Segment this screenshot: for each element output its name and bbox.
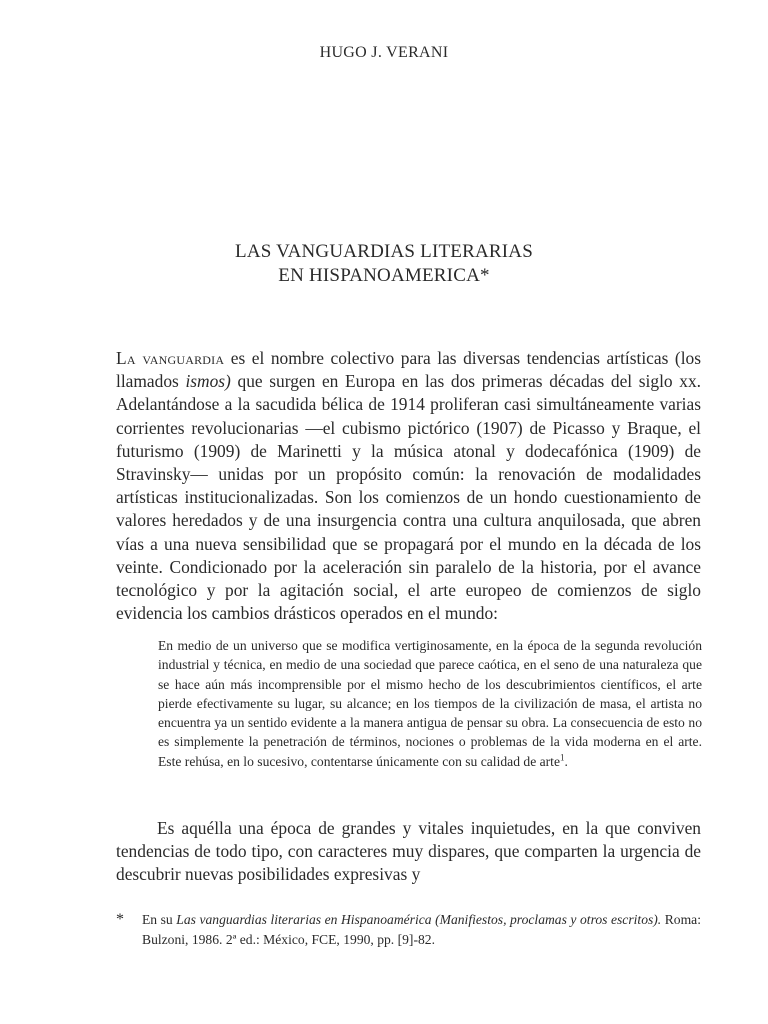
- block-quote: En medio de un universo que se modifica vertiginosamente, en la época de la segunda revolución industrial y técnica, en medio de una sociedad que parece caótica, en el seno de una naturaleza que se hace aún más incomprensible por el mismo hecho de los descubrimientos científicos, el arte pierde efectivamente su lugar, su alcance; en los tiempos de la civilización de masa, el artista no encuentra ya un sentido evidente a la manera antigua de pensar su obra. La consecuencia de esto no es simplemente la penetración de términos, nociones o problemas de la vida moderna en el arte. Este rehúsa, en lo sucesivo, contentarse únicamente con su calidad de arte$^1$.: [158, 638, 702, 769]
- running-head: HUGO J. VERANI: [319, 44, 449, 61]
- footnote-body: [142, 910, 701, 950]
- chapter-title-line-2: EN HISPANOAMERICA*: [278, 265, 490, 286]
- chapter-title-line-1: LAS VANGUARDIAS LITERARIAS: [235, 241, 533, 262]
- p1-text-a: es el nombre colectivo para las diversas tendencias artísticas (los llamados: [116, 348, 701, 392]
- footnote-italic-title: Las vanguardias literarias en Hispanoamérica (Manifiestos, proclamas y otros escritos).: [176, 912, 662, 927]
- footnote-prefix: En su: [142, 912, 177, 927]
- quote-text: En medio de un universo que se modifica vertiginosamente, en la época de la segunda revolución industrial y técnica, en medio de una sociedad que parece caótica, en el seno de una naturaleza que se hace aún más incomprensible por el mismo hecho de los descubrimientos científicos, el arte pierde efectivamente su lugar, su alcance; en los tiempos de la civilización de masa, el artista no encuentra ya un sentido evidente a la manera antigua de pensar su obra. La consecuencia de esto no es simplemente la penetración de términos, nociones o problemas de la vida moderna en el arte. Este rehúsa, en lo sucesivo, contentarse únicamente con su calidad de arte: [158, 638, 702, 769]
- body-paragraph-2: [116, 817, 701, 887]
- p1-italic-ismos: ismos): [185, 371, 231, 392]
- footnote: [116, 910, 701, 950]
- footnote-marker: *: [116, 911, 124, 928]
- quote-note-ref: 1: [560, 752, 565, 763]
- lead-smallcaps: La vanguardia: [116, 348, 225, 368]
- footnote-suffix: Roma: Bulzoni, 1986. 2ª ed.: México, FCE, 1990, pp. [9]-82.: [142, 912, 701, 947]
- chapter-title: [0, 240, 768, 288]
- p2-text: Es aquélla una época de grandes y vitales inquietudes, en la que conviven tendencias de todo tipo, con caracteres muy dispares, que comparten la urgencia de descubrir nuevas posibilidades expresivas y: [116, 818, 701, 885]
- body-paragraph-1: [116, 347, 701, 625]
- p1-text-b: que surgen en Europa en las dos primeras décadas del siglo xx. Adelantándose a la sacudida bélica de 1914 proliferan casi simultáneamente varias corrientes revolucionarias —el cubismo pictórico (1907) de Picasso y Braque, el futurismo (1909) de Marinetti y la música atonal y dodecafónica (1909) de Stravinsky— unidas por un propósito común: la renovación de modalidades artísticas institucionalizadas. Son los comienzos de un hondo cuestionamiento de valores heredados y de una insurgencia contra una cultura anquilosada, que abren vías a una nueva sensibilidad que se propagará por el mundo en la década de los veinte. Condicionado por la aceleración sin paralelo de la historia, por el avance tecnológico y por la agitación social, el arte europeo de comienzos de siglo evidencia los cambios drásticos operados en el mundo:: [116, 371, 701, 624]
